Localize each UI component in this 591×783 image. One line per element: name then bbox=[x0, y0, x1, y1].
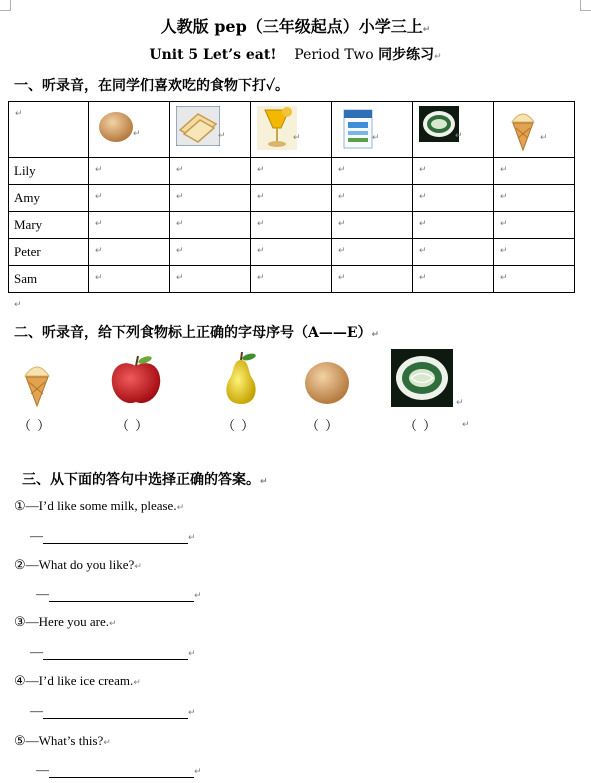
return-mark: ↵ bbox=[95, 191, 103, 201]
crop-mark-top-right bbox=[580, 0, 591, 11]
check-cell[interactable] bbox=[413, 185, 494, 212]
question-number: ④ bbox=[14, 673, 26, 688]
return-mark: ↵ bbox=[176, 191, 184, 201]
check-cell[interactable] bbox=[494, 158, 575, 185]
answer-blank[interactable]: （ ） bbox=[18, 419, 52, 434]
answer-line[interactable] bbox=[43, 706, 188, 719]
return-mark: ↵ bbox=[188, 649, 196, 659]
check-cell[interactable] bbox=[251, 266, 332, 293]
question-number: ⑤ bbox=[14, 733, 26, 748]
return-mark: ↵ bbox=[176, 164, 184, 174]
answer-blank[interactable]: （ ） bbox=[116, 419, 150, 434]
table-row-sam bbox=[9, 266, 575, 293]
bread-icon bbox=[176, 106, 220, 146]
check-cell[interactable] bbox=[89, 239, 170, 266]
return-mark: ↵ bbox=[338, 245, 346, 255]
return-mark: ↵ bbox=[422, 25, 431, 35]
check-cell[interactable] bbox=[413, 158, 494, 185]
student-name: Mary bbox=[14, 217, 43, 232]
check-cell[interactable] bbox=[494, 239, 575, 266]
question-4 bbox=[14, 673, 141, 689]
answer-dash: — bbox=[30, 703, 43, 718]
section2-heading bbox=[14, 322, 379, 342]
table-header-egg bbox=[89, 102, 170, 158]
section1-heading bbox=[14, 75, 289, 95]
table-header-noodles bbox=[413, 102, 494, 158]
return-mark: ↵ bbox=[500, 191, 508, 201]
answer-row-4 bbox=[30, 703, 196, 719]
return-mark: ↵ bbox=[419, 164, 427, 174]
return-mark: ↵ bbox=[540, 132, 548, 142]
noodles-icon bbox=[419, 106, 459, 142]
return-mark: ↵ bbox=[371, 330, 380, 340]
answer-row-5 bbox=[36, 762, 202, 778]
check-cell[interactable] bbox=[332, 239, 413, 266]
check-cell[interactable] bbox=[170, 185, 251, 212]
table-header-ice-cream bbox=[494, 102, 575, 158]
return-mark: ↵ bbox=[338, 272, 346, 282]
return-mark: ↵ bbox=[133, 678, 141, 688]
return-mark: ↵ bbox=[419, 218, 427, 228]
check-cell[interactable] bbox=[413, 239, 494, 266]
question-1 bbox=[14, 498, 184, 514]
title-text: 人教版 pep（三年级起点）小学三上 bbox=[160, 17, 423, 36]
return-mark: ↵ bbox=[293, 132, 301, 142]
question-number: ① bbox=[14, 498, 26, 513]
return-mark: ↵ bbox=[188, 533, 196, 543]
return-mark: ↵ bbox=[419, 191, 427, 201]
answer-row-2 bbox=[36, 586, 202, 602]
table-row-amy bbox=[9, 185, 575, 212]
check-cell[interactable] bbox=[170, 239, 251, 266]
return-mark: ↵ bbox=[95, 272, 103, 282]
likes-table bbox=[8, 101, 575, 293]
return-mark: ↵ bbox=[455, 130, 463, 140]
return-mark: ↵ bbox=[462, 420, 470, 430]
return-mark: ↵ bbox=[338, 191, 346, 201]
answer-blank[interactable]: （ ） bbox=[404, 419, 438, 434]
question-5 bbox=[14, 733, 111, 749]
return-mark: ↵ bbox=[95, 218, 103, 228]
table-header-milk bbox=[332, 102, 413, 158]
return-mark: ↵ bbox=[257, 272, 265, 282]
check-cell[interactable] bbox=[251, 212, 332, 239]
student-name: Sam bbox=[14, 271, 38, 286]
milk-icon bbox=[338, 106, 378, 150]
answer-row-1 bbox=[30, 528, 196, 544]
answer-line[interactable] bbox=[49, 765, 194, 778]
crop-mark-top-left bbox=[0, 0, 11, 11]
return-mark: ↵ bbox=[257, 245, 265, 255]
section2-heading-text: 二、听录音，给下列食物标上正确的字母序号（A——E） bbox=[14, 325, 372, 341]
answer-dash: — bbox=[30, 528, 43, 543]
return-mark: ↵ bbox=[14, 300, 22, 310]
apple-icon bbox=[108, 354, 164, 408]
return-mark: ↵ bbox=[176, 272, 184, 282]
return-mark: ↵ bbox=[176, 503, 185, 513]
check-cell[interactable] bbox=[413, 212, 494, 239]
answer-dash: — bbox=[36, 762, 49, 777]
juice-icon bbox=[257, 106, 297, 150]
pear-icon bbox=[218, 350, 264, 408]
return-mark: ↵ bbox=[257, 191, 265, 201]
student-name: Peter bbox=[14, 244, 41, 259]
answer-line[interactable] bbox=[43, 531, 188, 544]
egg-icon bbox=[303, 358, 351, 408]
question-text: —What do you like? bbox=[25, 557, 135, 572]
return-mark: ↵ bbox=[103, 738, 111, 748]
section1-heading-text: 一、听录音，在同学们喜欢吃的食物下打✓。 bbox=[14, 78, 290, 94]
question-3 bbox=[14, 614, 117, 630]
ice-cream-icon bbox=[506, 106, 540, 152]
answer-line[interactable] bbox=[43, 647, 188, 660]
student-name-cell bbox=[9, 158, 89, 185]
check-cell[interactable] bbox=[413, 266, 494, 293]
answer-dash: — bbox=[36, 586, 49, 601]
answer-dash: — bbox=[30, 644, 43, 659]
return-mark: ↵ bbox=[338, 164, 346, 174]
return-mark: ↵ bbox=[176, 218, 184, 228]
check-cell[interactable] bbox=[89, 266, 170, 293]
return-mark: ↵ bbox=[95, 245, 103, 255]
question-2 bbox=[14, 557, 142, 573]
return-mark: ↵ bbox=[194, 767, 202, 777]
return-mark: ↵ bbox=[338, 218, 346, 228]
return-mark: ↵ bbox=[134, 562, 142, 572]
return-mark: ↵ bbox=[188, 708, 196, 718]
answer-blank[interactable]: （ ） bbox=[222, 419, 256, 434]
check-cell[interactable] bbox=[332, 185, 413, 212]
question-text: —Here you are. bbox=[25, 614, 110, 629]
table-row-lily bbox=[9, 158, 575, 185]
check-cell[interactable] bbox=[170, 212, 251, 239]
ice-cream-icon bbox=[20, 358, 54, 408]
answer-line[interactable] bbox=[49, 589, 194, 602]
check-cell[interactable] bbox=[494, 266, 575, 293]
return-mark: ↵ bbox=[133, 128, 141, 138]
table-header-juice bbox=[251, 102, 332, 158]
check-cell[interactable] bbox=[332, 212, 413, 239]
table-header-row bbox=[9, 102, 575, 158]
table-row-peter bbox=[9, 239, 575, 266]
table-corner-cell bbox=[9, 102, 89, 158]
return-mark: ↵ bbox=[500, 164, 508, 174]
check-cell[interactable] bbox=[494, 185, 575, 212]
section3-heading bbox=[22, 469, 268, 489]
section3-heading-text: 三、从下面的答句中选择正确的答案。 bbox=[22, 472, 260, 488]
return-mark: ↵ bbox=[500, 218, 508, 228]
answer-row-3 bbox=[30, 644, 196, 660]
document-subtitle bbox=[0, 44, 591, 64]
student-name: Amy bbox=[14, 190, 40, 205]
table-row-mary bbox=[9, 212, 575, 239]
return-mark: ↵ bbox=[419, 272, 427, 282]
student-name-cell bbox=[9, 239, 89, 266]
period-name: Period Two bbox=[294, 47, 374, 63]
return-mark: ↵ bbox=[218, 130, 226, 140]
practice-label: 同步练习 bbox=[378, 47, 435, 63]
return-mark: ↵ bbox=[176, 245, 184, 255]
question-text: —I’d like some milk, please. bbox=[25, 498, 177, 513]
egg-icon bbox=[95, 106, 137, 146]
check-cell[interactable] bbox=[89, 212, 170, 239]
check-cell[interactable] bbox=[332, 158, 413, 185]
return-mark: ↵ bbox=[109, 619, 117, 629]
question-number: ③ bbox=[14, 614, 26, 629]
check-cell[interactable] bbox=[494, 212, 575, 239]
check-cell[interactable] bbox=[89, 158, 170, 185]
document-title bbox=[0, 14, 591, 37]
return-mark: ↵ bbox=[257, 218, 265, 228]
noodles-icon bbox=[391, 349, 453, 407]
question-text: —What’s this? bbox=[25, 733, 104, 748]
return-mark: ↵ bbox=[15, 108, 23, 118]
check-cell[interactable] bbox=[251, 239, 332, 266]
unit-name: Unit 5 Let’s eat! bbox=[149, 47, 277, 63]
question-text: —I’d like ice cream. bbox=[25, 673, 134, 688]
check-cell[interactable] bbox=[170, 158, 251, 185]
question-number: ② bbox=[14, 557, 26, 572]
return-mark: ↵ bbox=[257, 164, 265, 174]
return-mark: ↵ bbox=[456, 398, 464, 408]
return-mark: ↵ bbox=[95, 164, 103, 174]
return-mark: ↵ bbox=[194, 591, 202, 601]
table-header-bread bbox=[170, 102, 251, 158]
return-mark: ↵ bbox=[372, 132, 380, 142]
check-cell[interactable] bbox=[89, 185, 170, 212]
check-cell[interactable] bbox=[170, 266, 251, 293]
return-mark: ↵ bbox=[500, 272, 508, 282]
student-name-cell bbox=[9, 212, 89, 239]
return-mark: ↵ bbox=[260, 477, 268, 487]
check-cell[interactable] bbox=[251, 158, 332, 185]
student-name: Lily bbox=[14, 163, 36, 178]
return-mark: ↵ bbox=[500, 245, 508, 255]
check-cell[interactable] bbox=[332, 266, 413, 293]
student-name-cell bbox=[9, 266, 89, 293]
student-name-cell bbox=[9, 185, 89, 212]
check-cell[interactable] bbox=[251, 185, 332, 212]
return-mark: ↵ bbox=[434, 52, 442, 62]
return-mark: ↵ bbox=[419, 245, 427, 255]
answer-blank[interactable]: （ ） bbox=[306, 419, 340, 434]
